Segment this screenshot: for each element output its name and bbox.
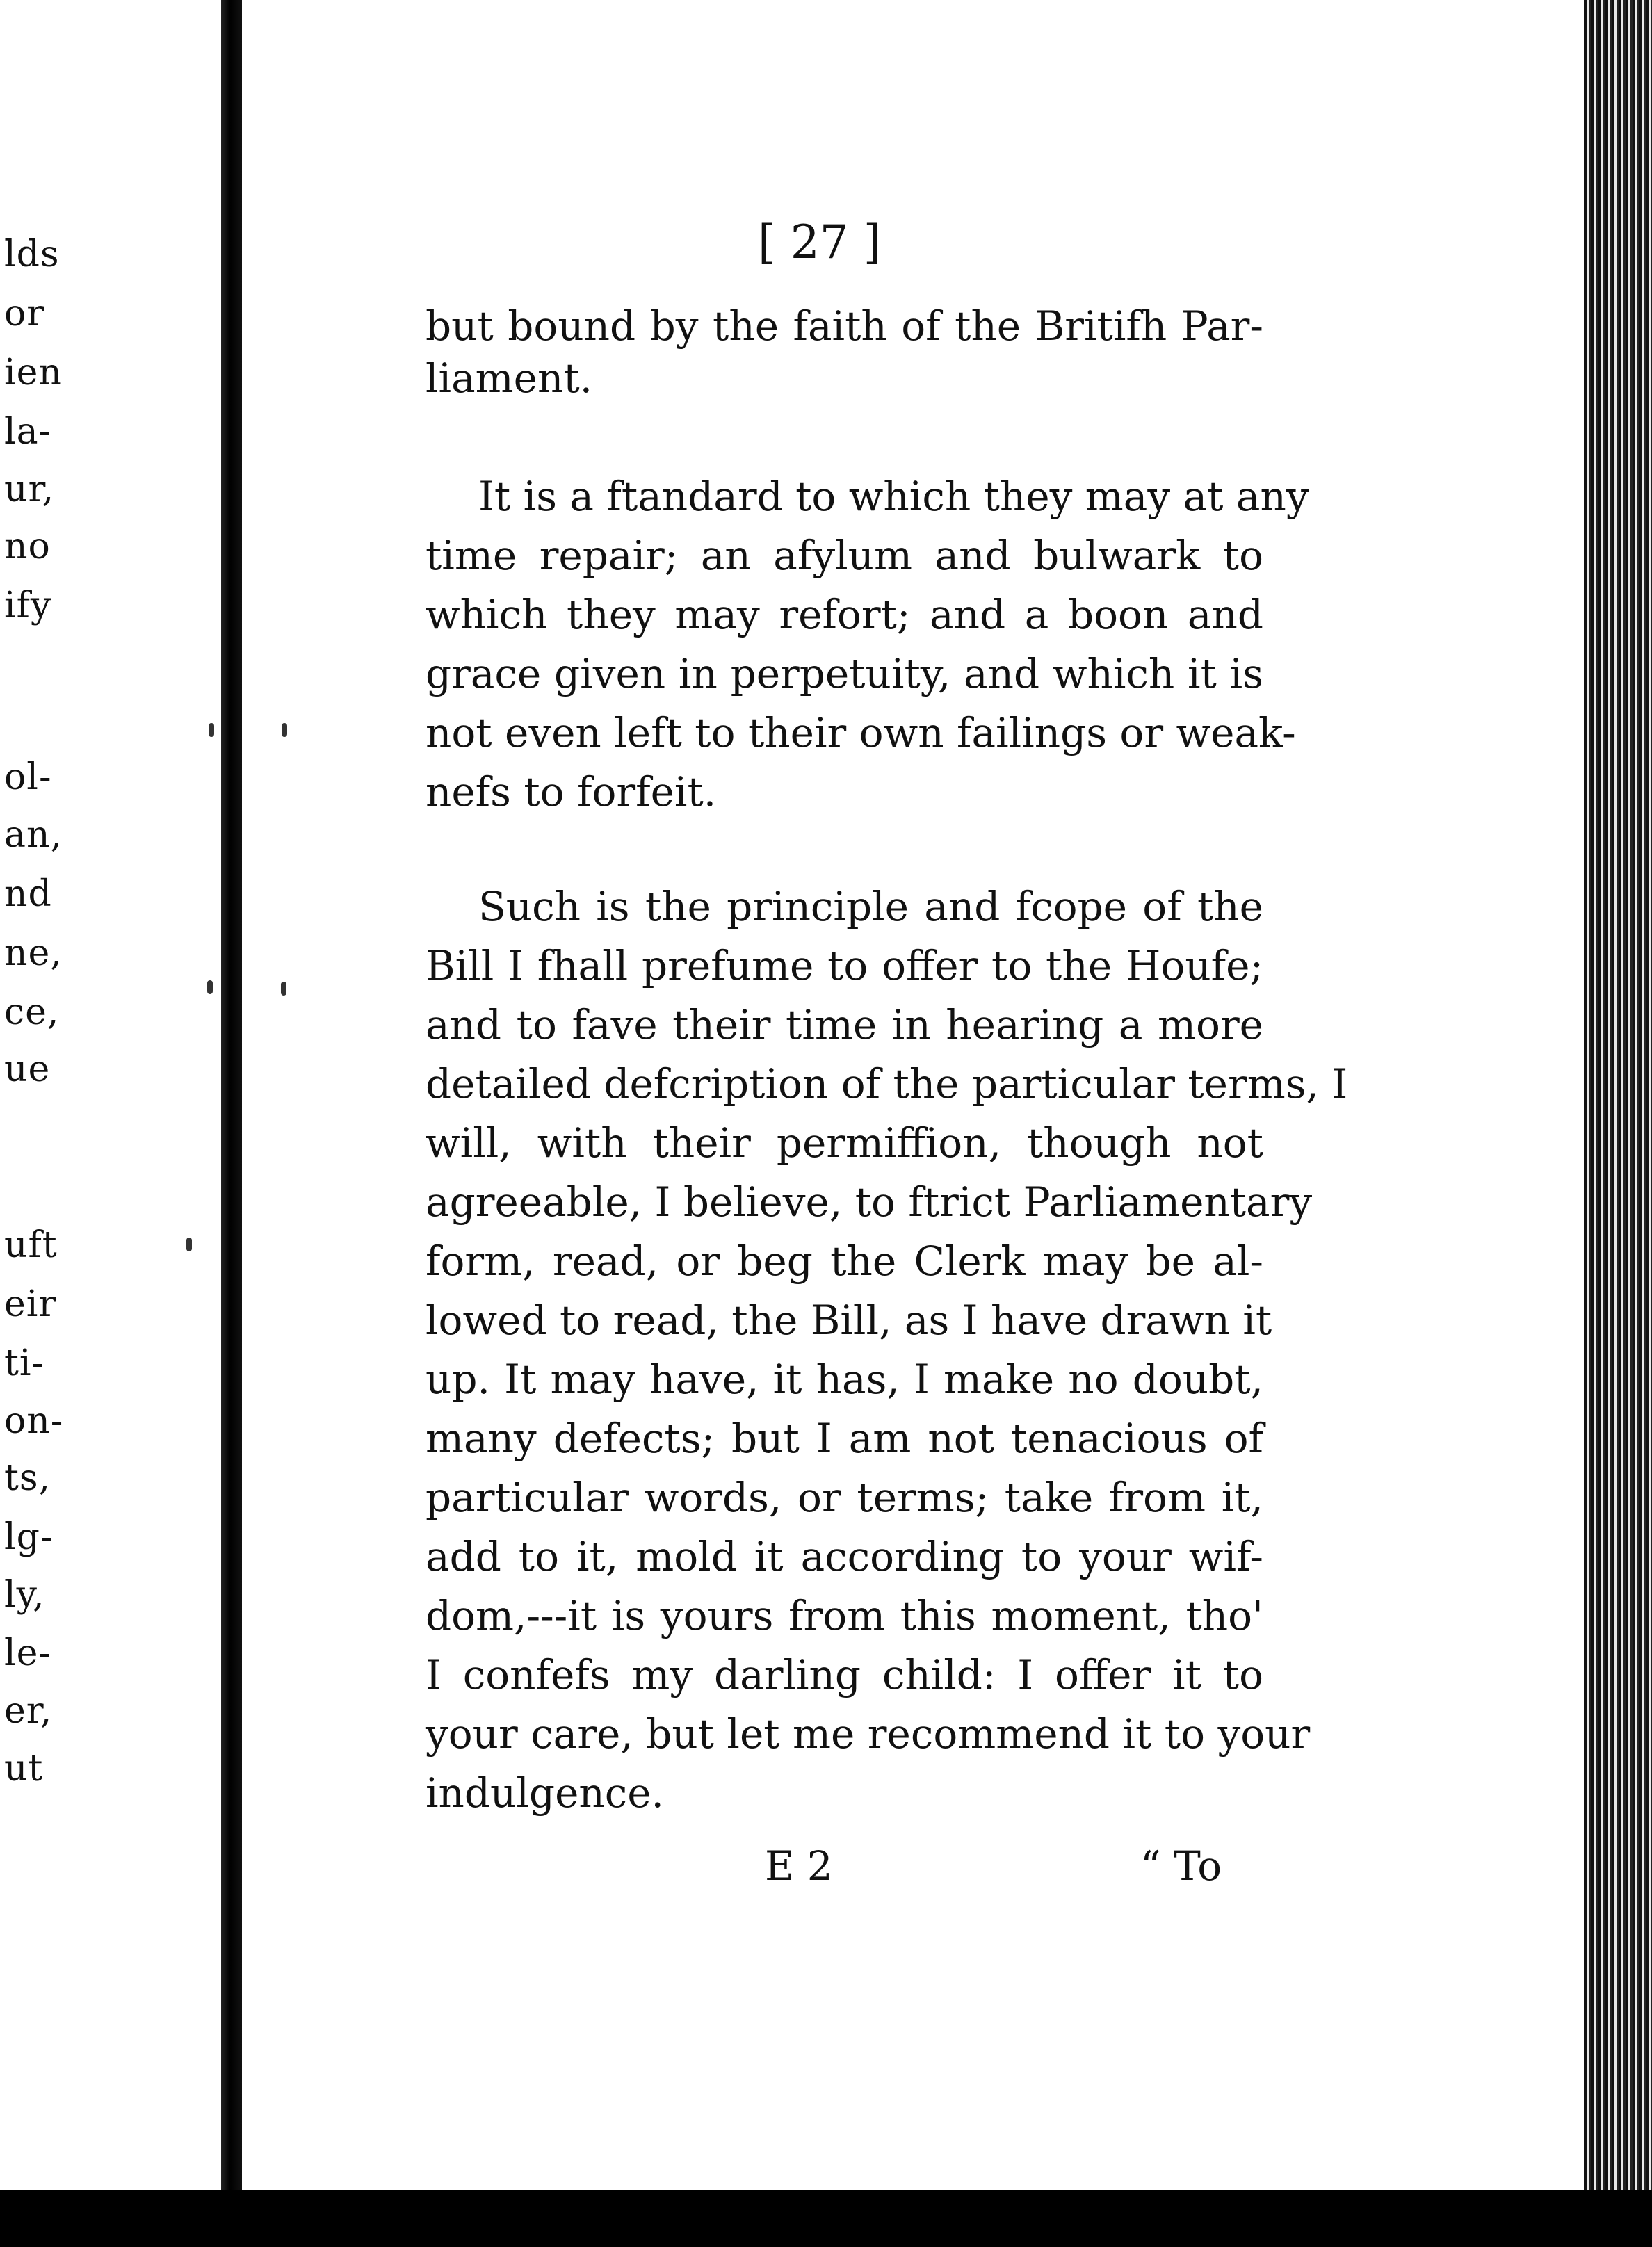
page-edges xyxy=(1584,0,1652,2247)
text-line: grace given in perpetuity, and which it is xyxy=(426,650,1263,697)
left-page-fragment: ti- xyxy=(4,1342,45,1384)
text-line: dom,---it is yours from this moment, tho' xyxy=(426,1592,1263,1639)
speck-mark xyxy=(207,980,213,994)
left-page-fragment: an, xyxy=(4,814,63,856)
text-line: will, with their permiffion, though not xyxy=(426,1119,1263,1167)
text-line: indulgence. xyxy=(426,1769,664,1817)
left-page-fragment: uft xyxy=(4,1224,58,1266)
signature-mark: E 2 xyxy=(765,1842,833,1890)
left-page-strip xyxy=(0,0,221,2247)
book-gutter xyxy=(221,0,242,2247)
catchword: “ To xyxy=(1140,1842,1222,1890)
text-line: Such is the principle and fcope of the xyxy=(478,883,1263,930)
text-line: nefs to forfeit. xyxy=(426,768,717,816)
left-page-fragment: ce, xyxy=(4,991,60,1033)
left-page-fragment: on- xyxy=(4,1400,64,1442)
text-line: agreeable, I believe, to ftrict Parliamentary xyxy=(426,1178,1313,1226)
speck-mark xyxy=(186,1238,192,1251)
text-line: up. It may have, it has, I make no doubt, xyxy=(426,1356,1263,1403)
speck-mark xyxy=(281,982,286,996)
left-page-fragment: la- xyxy=(4,411,52,453)
text-line: add to it, mold it according to your wif- xyxy=(426,1533,1263,1580)
text-line: but bound by the faith of the Britifh Par- xyxy=(426,302,1263,350)
left-page-fragment: eir xyxy=(4,1283,57,1325)
text-line: which they may refort; and a boon and xyxy=(426,591,1263,638)
left-page-fragment: ts, xyxy=(4,1457,51,1499)
left-page-fragment: ly, xyxy=(4,1574,45,1616)
text-line: particular words, or terms; take from it, xyxy=(426,1474,1263,1521)
left-page-fragment: er, xyxy=(4,1690,53,1732)
left-page-fragment: ify xyxy=(4,585,52,626)
text-line: form, read, or beg the Clerk may be al- xyxy=(426,1238,1263,1285)
left-page-fragment: or xyxy=(4,293,45,334)
left-page-fragment: ien xyxy=(4,352,63,394)
left-page-fragment: ut xyxy=(4,1748,44,1790)
left-page-fragment: le- xyxy=(4,1632,51,1674)
text-line: time repair; an afylum and bulwark to xyxy=(426,532,1263,579)
left-page-fragment: no xyxy=(4,526,51,567)
text-line: lowed to read, the Bill, as I have drawn it xyxy=(426,1297,1272,1344)
text-line: and to fave their time in hearing a more xyxy=(426,1001,1263,1048)
text-line: I confefs my darling child: I offer it to xyxy=(426,1651,1263,1698)
left-page-fragment: ol- xyxy=(4,756,52,798)
speck-mark xyxy=(209,723,214,737)
page-number-header: [ 27 ] xyxy=(758,216,882,269)
bottom-edge xyxy=(0,2190,1652,2247)
text-line: detailed defcription of the particular terms, I xyxy=(426,1060,1348,1108)
text-line: It is a ftandard to which they may at any xyxy=(478,473,1309,520)
left-page-fragment: ne, xyxy=(4,932,63,974)
left-page-fragment: lds xyxy=(4,234,60,275)
text-line: Bill I fhall prefume to offer to the Houfe; xyxy=(426,942,1263,989)
left-page-fragment: ur, xyxy=(4,469,55,510)
left-page-fragment: nd xyxy=(4,873,52,915)
text-line: your care, but let me recommend it to your xyxy=(426,1710,1311,1758)
left-page-fragment: ue xyxy=(4,1048,51,1090)
text-line: not even left to their own failings or weak- xyxy=(426,709,1296,756)
speck-mark xyxy=(282,723,287,737)
text-line: liament. xyxy=(426,355,593,402)
left-page-fragment: lg- xyxy=(4,1516,54,1558)
text-line: many defects; but I am not tenacious of xyxy=(426,1415,1263,1462)
